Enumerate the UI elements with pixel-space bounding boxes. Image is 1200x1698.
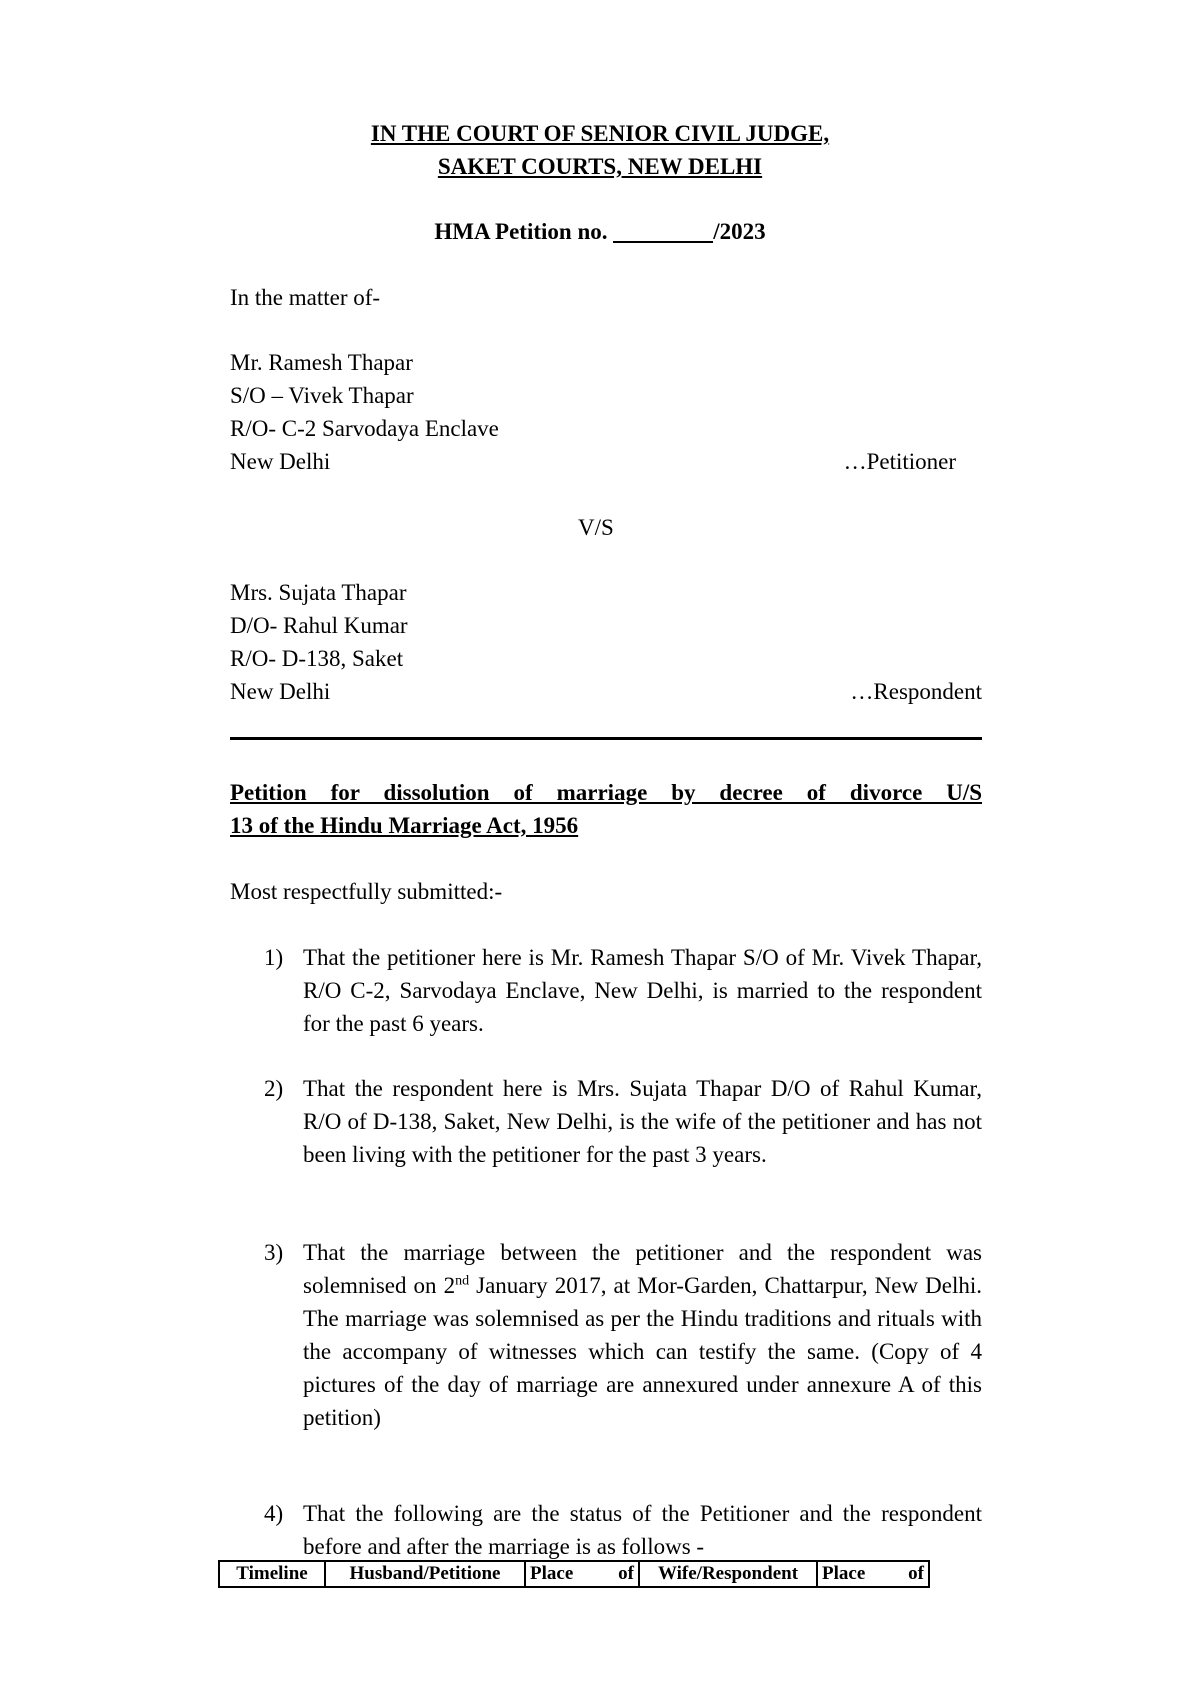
petition-number-prefix: HMA Petition no. bbox=[434, 219, 608, 244]
matter-intro: In the matter of- bbox=[230, 285, 381, 310]
list-item-text bbox=[303, 1236, 982, 1434]
petitioner-address: R/O- C-2 Sarvodaya Enclave bbox=[230, 416, 499, 441]
list-item-text: That the following are the status of the Petitioner and the respondent before and after the marriage is as follows - bbox=[303, 1501, 982, 1559]
petitioner-role: …Petitioner bbox=[843, 449, 956, 474]
petitioner-relation: S/O – Vivek Thapar bbox=[230, 383, 414, 408]
respondent-city: New Delhi bbox=[230, 679, 331, 704]
petition-number bbox=[0, 215, 1200, 248]
respondent-role: …Respondent bbox=[850, 679, 982, 704]
versus-label: V/S bbox=[578, 515, 614, 540]
petition-title-line2: 13 of the Hindu Marriage Act, 1956 bbox=[230, 813, 579, 838]
list-item-text: That the respondent here is Mrs. Sujata Thapar D/O of Rahul Kumar, R/O of D-138, Saket, New Delhi, is the wife of the petitioner and has not been living with the petitioner for the past 3 years. bbox=[303, 1076, 982, 1167]
petition-title-line1: Petition for dissolution of marriage by decree of divorce U/S bbox=[230, 780, 982, 805]
list-item-text-part: January 2017, at Mor-Garden, Chattarpur, New Delhi. The marriage was solemnised as per the Hindu traditions and rituals with the accompany of witnesses which can testify the same. (Copy of 4 pictures of the day of marriage are annexured under annexure A of this petition) bbox=[303, 1273, 982, 1430]
status-table bbox=[218, 1560, 930, 1588]
list-item-number: 1) bbox=[264, 945, 284, 970]
petitioner-name: Mr. Ramesh Thapar bbox=[230, 350, 413, 375]
list-item-number: 2) bbox=[264, 1076, 284, 1101]
respondent-name: Mrs. Sujata Thapar bbox=[230, 580, 407, 605]
section-divider bbox=[230, 737, 982, 740]
table-header-cell: Husband/Petitione bbox=[325, 1561, 525, 1587]
table-header-row bbox=[219, 1561, 929, 1587]
respondent-address: R/O- D-138, Saket bbox=[230, 646, 404, 671]
submission-intro: Most respectfully submitted:- bbox=[230, 879, 503, 904]
respondent-relation: D/O- Rahul Kumar bbox=[230, 613, 408, 638]
court-heading-line1: IN THE COURT OF SENIOR CIVIL JUDGE, bbox=[370, 121, 830, 146]
table-header-cell: Wife/Respondent bbox=[639, 1561, 817, 1587]
ordinal-suffix: nd bbox=[455, 1273, 470, 1289]
court-heading-line2: SAKET COURTS, NEW DELHI bbox=[437, 154, 763, 179]
table-header-cell: Place of bbox=[525, 1561, 639, 1587]
petition-number-blank bbox=[613, 219, 713, 243]
list-item-number: 3) bbox=[264, 1240, 284, 1265]
list-item-text-part: That the marriage between the petitioner and the respondent was solemnised on 2 bbox=[303, 1240, 982, 1298]
list-item-number: 4) bbox=[264, 1501, 284, 1526]
petition-number-suffix: /2023 bbox=[713, 219, 766, 244]
table-header-cell: Timeline bbox=[219, 1561, 325, 1587]
list-item-text: That the petitioner here is Mr. Ramesh Thapar S/O of Mr. Vivek Thapar, R/O C-2, Sarvodaya Enclave, New Delhi, is married to the respondent for the past 6 years. bbox=[303, 945, 982, 1036]
table-header-cell: Place of bbox=[817, 1561, 929, 1587]
petitioner-city: New Delhi bbox=[230, 449, 331, 474]
